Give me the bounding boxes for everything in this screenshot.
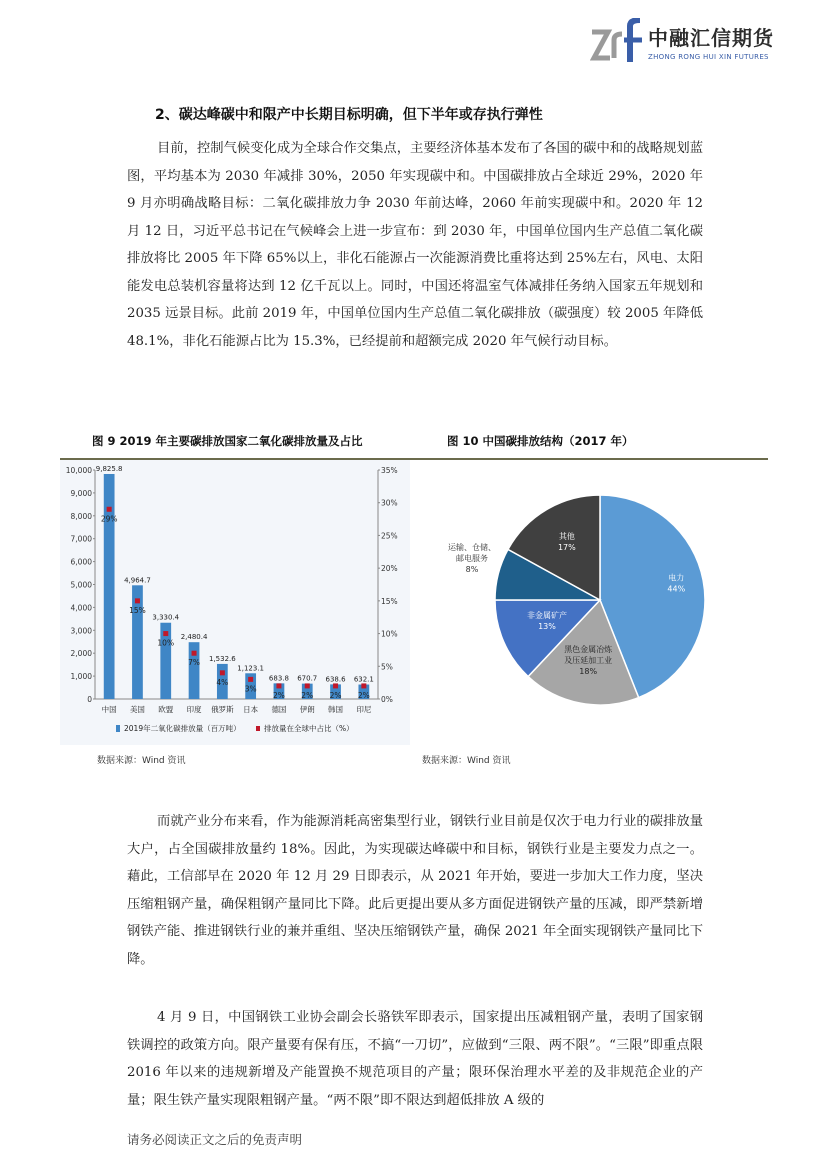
pct-marker (107, 507, 112, 512)
bar-value-label: 1,123.1 (237, 664, 265, 673)
y-tick-label: 7,000 (70, 534, 92, 544)
y-tick-label: 6,000 (70, 557, 92, 567)
x-tick-label: 德国 (271, 705, 287, 714)
y2-tick-label: 10% (381, 629, 398, 639)
y-tick-label: 3,000 (70, 626, 92, 636)
x-tick-label: 美国 (129, 705, 145, 714)
paragraph-2 (127, 808, 703, 973)
legend-label-bars: 2019年二氧化碳排放量（百万吨） (124, 724, 241, 733)
pct-marker (220, 670, 225, 675)
y-tick-label: 9,000 (70, 488, 92, 498)
y-tick-label: 2,000 (70, 649, 92, 659)
y2-tick-label: 20% (381, 564, 398, 574)
pct-label: 4% (216, 677, 229, 687)
y-tick-label: 10,000 (65, 466, 92, 475)
y2-tick-label: 35% (381, 466, 398, 475)
pie-label-text: 黑色金属冶炼 (564, 644, 613, 654)
x-tick-label: 日本 (243, 705, 259, 714)
pie-label-text: 非金属矿产 (526, 610, 567, 620)
section-heading: 2、碳达峰碳中和限产中长期目标明确，但下半年或存执行弹性 (155, 107, 543, 123)
y2-tick-label: 15% (381, 596, 398, 606)
pie-chart (412, 460, 768, 745)
bar-value-label: 2,480.4 (180, 633, 208, 642)
y2-tick-label: 0% (381, 695, 393, 704)
paragraph-2-text: 而就产业分布来看，作为能源消耗高密集型行业，钢铁行业目前是仅次于电力行业的碳排放量大户，占全国碳排放量约 18%。因此，为实现碳达峰碳中和目标，钢铁行业是主要发力点之一。藉此，工信部早在 2020 年 12 月 29 日即表示，从 2021 年开始，要进一步加大工作力度，坚决压缩粗钢产量，确保粗钢产量同比下降。此后更提出要从多方面促进钢铁产量的压减，即严禁新增钢铁产能、推进钢铁行业的兼并重组、坚决压缩钢铁产量，确保 2021 年全面实现钢铁产量同比下降。 (127, 814, 703, 967)
pie-label-text: 运输、仓储、 (448, 543, 496, 552)
y-tick-label: 0 (87, 695, 92, 704)
x-tick-label: 印度 (186, 705, 202, 714)
figure-10-source: 数据来源：Wind 资讯 (422, 756, 511, 766)
x-tick-label: 中国 (101, 705, 117, 714)
pie-label-text: 电力 (668, 573, 685, 583)
x-tick-label: 俄罗斯 (211, 705, 234, 714)
y2-tick-label: 25% (381, 531, 398, 541)
pie-pct-label: 18% (579, 666, 598, 676)
pct-marker (135, 598, 140, 603)
pct-label: 2% (301, 690, 314, 700)
bar-value-label: 670.7 (297, 674, 318, 683)
pie-label-text: 及压延加工业 (564, 655, 613, 665)
y2-tick-label: 30% (381, 498, 398, 508)
pct-marker (248, 677, 253, 682)
y-tick-label: 4,000 (70, 603, 92, 613)
paragraph-1-text: 目前，控制气候变化成为全球合作交集点，主要经济体基本发布了各国的碳中和的战略规划蓝图，平均基本为 2030 年减排 30%，2050 年实现碳中和。中国碳排放占全球近 29%，2020 年 9 月亦明确战略目标：二氧化碳排放力争 2030 年前达峰，2060 年前实现碳中和。2020 年 12 月 12 日，习近平总书记在气候峰会上进一步宣布：到 2030 年，中国单位国内生产总值二氧化碳排放将比 2005 年下降 65%以上，非化石能源占一次能源消费比重将达到 25%左右，风电、太阳能发电总装机容量将达到 12 亿千瓦以上。同时，中国还将温室气体减排任务纳入国家五年规划和 2035 远景目标。此前 2019 年，中国单位国内生产总值二氧化碳排放（碳强度）较 2005 年降低 48.1%，非化石能源占比为 15.3%，已经提前和超额完成 2020 年气候行动目标。 (127, 141, 703, 349)
pct-label: 2% (272, 690, 285, 700)
pct-marker (333, 683, 338, 688)
figure-9-source: 数据来源：Wind 资讯 (97, 756, 186, 766)
bar-value-label: 3,330.4 (152, 613, 180, 622)
disclaimer-footer: 请务必阅读正文之后的免责声明 (127, 1132, 303, 1147)
pct-marker (361, 683, 366, 688)
pie-slice-label (448, 542, 496, 574)
pct-label: 10% (157, 638, 175, 648)
pct-marker (276, 683, 281, 688)
pct-label: 15% (129, 605, 146, 615)
pie-pct-label: 8% (465, 565, 479, 574)
bar-value-label: 683.8 (268, 674, 289, 683)
y-tick-label: 5,000 (70, 580, 92, 590)
bar-chart (60, 460, 410, 745)
paragraph-1 (127, 135, 703, 355)
figure-10-title: 图 10 中国碳排放结构（2017 年） (447, 434, 634, 448)
pie-label-text: 其他 (558, 531, 575, 541)
bar-value-label: 632.1 (353, 675, 374, 684)
pie-pct-label: 17% (557, 542, 576, 552)
pct-label: 2% (357, 690, 370, 700)
pct-marker (192, 651, 197, 656)
x-tick-label: 伊朗 (299, 705, 315, 714)
bar-value-label: 638.6 (325, 675, 346, 684)
logo-text-cn: 中融汇信期货 (648, 26, 774, 50)
paragraph-3-text: 4 月 9 日，中国钢铁工业协会副会长骆铁军即表示，国家提出压减粗钢产量，表明了国家钢铁调控的政策方向。限产量要有保有压，不搞“一刀切”，应做到“三限、两不限”。“三限”即重点限 2016 年以来的违规新增及产能置换不规范项目的产量；限环保治理水平差的及非规范企业的产量；限生铁产量实现限粗钢产量。“两不限”即不限达到超低排放 A 级的 (127, 1010, 703, 1108)
pct-label: 29% (100, 514, 118, 524)
bar-value-label: 4,964.7 (124, 576, 151, 585)
x-tick-label: 韩国 (328, 705, 344, 714)
bar-chart-panel (60, 460, 410, 745)
company-logo (590, 18, 780, 66)
x-tick-label: 印尼 (356, 705, 372, 714)
logo-text-en: ZHONG RONG HUI XIN FUTURES (648, 53, 769, 61)
pie-label-text: 邮电服务 (456, 554, 488, 563)
pie-chart-panel (412, 460, 768, 745)
pie-pct-label: 44% (667, 584, 686, 594)
y-tick-label: 1,000 (70, 672, 92, 682)
legend-swatch-bars (116, 725, 120, 732)
figure-9-title: 图 9 2019 年主要碳排放国家二氧化碳排放量及占比 (92, 434, 363, 448)
pct-label: 2% (329, 690, 342, 700)
x-tick-label: 欧盟 (158, 705, 174, 714)
bar-value-label: 1,532.6 (208, 654, 236, 663)
y2-tick-label: 5% (381, 662, 393, 672)
logo-mark-icon (590, 18, 646, 64)
y-tick-label: 8,000 (70, 511, 92, 521)
pct-label: 7% (188, 658, 201, 668)
legend-swatch-pct (256, 726, 260, 731)
pct-marker (163, 631, 168, 636)
legend-label-pct: 排放量在全球中占比（%） (264, 724, 354, 733)
pct-label: 3% (244, 684, 257, 694)
pie-pct-label: 13% (538, 621, 556, 631)
bar-value-label: 9,825.8 (95, 464, 123, 473)
paragraph-3 (127, 1004, 703, 1114)
pct-marker (305, 683, 310, 688)
